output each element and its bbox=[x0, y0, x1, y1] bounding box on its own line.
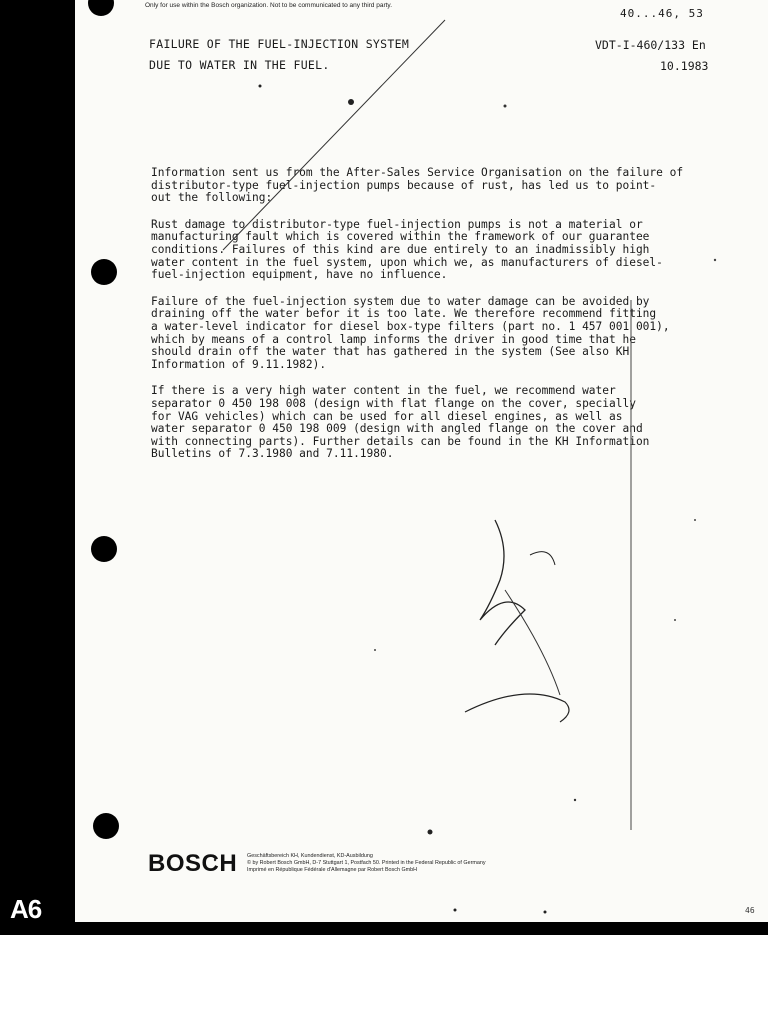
corner-mark: 46 bbox=[745, 906, 755, 915]
reference-number: 40...46, 53 bbox=[620, 7, 704, 20]
paragraph-2: Rust damage to distributor-type fuel-injection pumps is not a material or manufacturing fault which is covered within the framework of our guarantee conditions. Failures of this kind are due entirely to an inadmissibly high water content in the fuel system, upon which we, as manufacturers of diesel- fuel-injection equipment, have no influence. bbox=[151, 217, 663, 282]
document-title-line1: FAILURE OF THE FUEL-INJECTION SYSTEM bbox=[149, 37, 410, 51]
confidentiality-note: Only for use within the Bosch organization. Not to be communicated to any third party. bbox=[145, 2, 393, 9]
document-date: 10.1983 bbox=[660, 59, 709, 73]
paragraph-4: If there is a very high water content in the fuel, we recommend water separator 0 450 198 008 (design with flat flange on the cover, specially for VAG vehicles) which can be used for all diesel engines, as well as water separator 0 450 198 009 (design with angled flange on the cover and with connecting parts). Further details can be found in the KH Information Bulletins of 7.3.1980 and 7.11.1980. bbox=[151, 384, 650, 461]
document-page bbox=[75, 0, 768, 922]
scan-artifacts bbox=[75, 0, 768, 922]
document-number: VDT-I-460/133 En bbox=[595, 38, 706, 52]
imprint-line2: © by Robert Bosch GmbH, D-7 Stuttgart 1, Postfach 50. Printed in the Federal Republic of Germany bbox=[247, 859, 486, 866]
bosch-logo: BOSCH bbox=[148, 850, 238, 877]
document-title-line2: DUE TO WATER IN THE FUEL. bbox=[149, 58, 330, 72]
page-label: A6 bbox=[10, 894, 42, 924]
paragraph-1: Information sent us from the After-Sales Service Organisation on the failure of distributor-type fuel-injection pumps because of rust, has led us to point- out the following: bbox=[151, 166, 684, 205]
paragraph-3: Failure of the fuel-injection system due to water damage can be avoided by draining off the water befor it is too late. We therefore recommend fitting a water-level indicator for diesel box-type filters (part no. 1 457 001 001), which by means of a control lamp informs the driver in good time that he should drain off the water that has gathered in the system (See also KH Information of 9.11.1982). bbox=[151, 294, 670, 371]
footer-imprint bbox=[247, 853, 486, 873]
imprint-line1: Geschäftsbereich KH, Kundendienst, KD-Ausbildung bbox=[247, 853, 373, 859]
imprint-line3: Imprimé en République Fédérale d'Allemagne par Robert Bosch GmbH bbox=[247, 866, 418, 873]
